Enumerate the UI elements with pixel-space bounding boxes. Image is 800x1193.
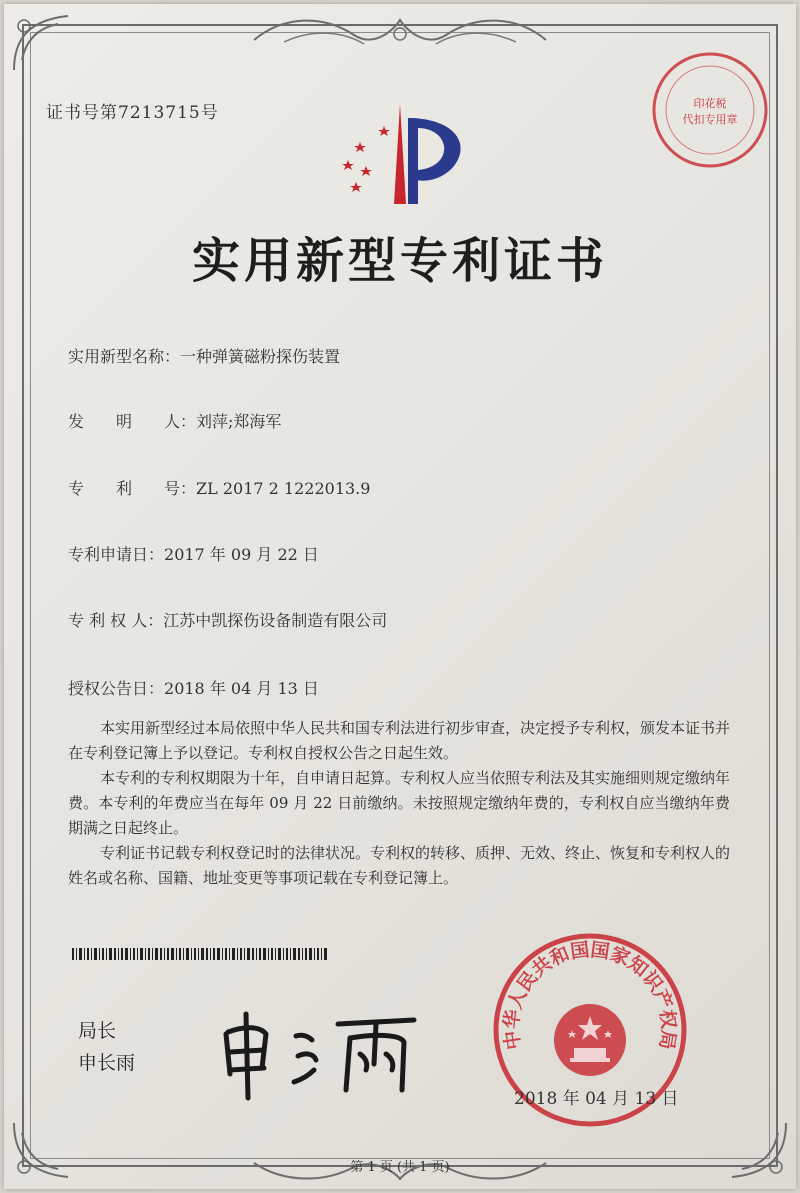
field-label: 专 利 号： <box>68 479 197 498</box>
field-value: ZL 2017 2 1222013.9 <box>196 479 371 498</box>
certificate-number: 证书号第7213715号 <box>46 103 219 123</box>
field-inventor <box>68 409 281 432</box>
field-utility-model-name <box>68 344 340 367</box>
body-paragraph-2: 本专利的专利权期限为十年，自申请日起算。专利权人应当依照专利法及其实施细则规定缴纳年费。本专利的年费应当在每年 09 月 22 日前缴纳。未按照规定缴纳年费的，专利权自应当缴纳年费期满之日起终止。 <box>68 769 731 837</box>
page-number: 第 1 页 (共 1 页) <box>350 1160 450 1175</box>
field-value: 2018 年 04 月 13 日 <box>164 679 319 698</box>
field-grant-date <box>68 676 319 699</box>
top-ornament-icon <box>244 10 556 54</box>
field-value: 刘萍;郑海军 <box>196 412 282 431</box>
field-value: 江苏中凯探伤设备制造有限公司 <box>163 611 388 630</box>
field-label: 发 明 人： <box>68 412 197 431</box>
svg-text:代扣专用章: 代扣专用章 <box>682 113 738 126</box>
tax-stamp-icon <box>649 49 771 171</box>
certificate-sheet <box>4 4 796 1189</box>
field-label: 授权公告日： <box>68 679 165 698</box>
cnipa-logo-icon <box>334 100 474 210</box>
svg-text:印花税: 印花税 <box>693 97 727 110</box>
seal-text: 中华人民共和国国家知识产权局 <box>500 938 680 1051</box>
field-label: 实用新型名称： <box>68 347 181 366</box>
seal-date: 2018 年 04 月 13 日 <box>514 1089 679 1109</box>
body-paragraph-3: 专利证书记载专利权登记时的法律状况。专利权的转移、质押、无效、终止、恢复和专利权人的姓名或名称、国籍、地址变更等事项记载在专利登记簿上。 <box>68 844 731 887</box>
field-value: 2017 年 09 月 22 日 <box>164 545 319 564</box>
certificate-title: 实用新型专利证书 <box>191 233 608 289</box>
director-title: 局长 <box>78 1020 117 1042</box>
director-name: 申长雨 <box>78 1052 136 1074</box>
barcode-icon <box>72 948 328 960</box>
handwritten-signature-icon <box>204 994 424 1104</box>
field-patentee <box>68 608 387 631</box>
field-value: 一种弹簧磁粉探伤装置 <box>180 347 341 366</box>
certificate-body <box>68 716 730 891</box>
field-label: 专 利 权 人： <box>68 611 164 630</box>
field-label: 专利申请日： <box>68 545 165 564</box>
field-patent-number <box>68 476 370 499</box>
corner-ornament-tl-icon <box>8 10 78 80</box>
field-application-date <box>68 542 319 565</box>
body-paragraph-1: 本实用新型经过本局依照中华人民共和国专利法进行初步审查，决定授予专利权，颁发本证书并在专利登记簿上予以登记。专利权自授权公告之日起生效。 <box>68 719 731 762</box>
